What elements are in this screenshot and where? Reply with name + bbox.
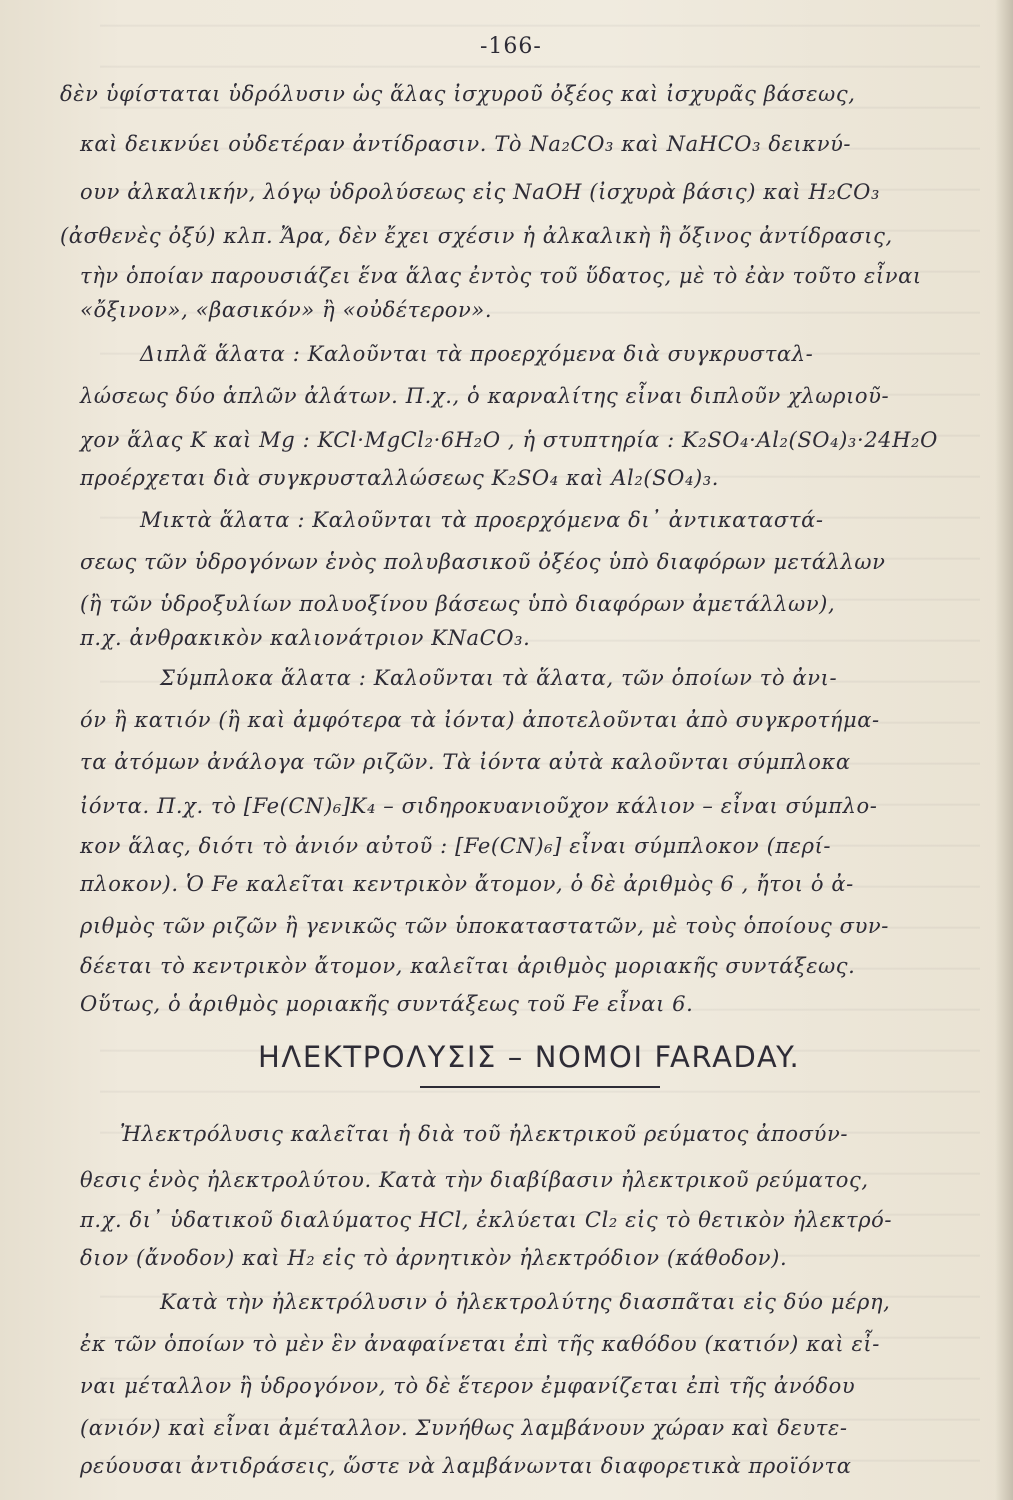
text-line: ριθμὸς τῶν ριζῶν ἢ γενικῶς τῶν ὑποκαταστατῶν, μὲ τοὺς ὁποίους συν-: [80, 914, 889, 938]
section-title: ΗΛΕΚΤΡΟΛΥΣΙΣ – ΝΟΜΟΙ FARADAY.: [258, 1040, 801, 1074]
text-line: χον ἅλας K καὶ Mg : KCl·MgCl₂·6H₂O , ἡ στυπτηρία : K₂SO₄·Al₂(SO₄)₃·24H₂O: [80, 428, 938, 452]
text-line: «ὄξινον», «βασικόν» ἢ «οὐδέτερον».: [80, 298, 493, 322]
text-line: διον (ἄνοδον) καὶ H₂ εἰς τὸ ἀρνητικὸν ἠλεκτρόδιον (κάθοδον).: [80, 1246, 788, 1270]
text-line: τὴν ὁποίαν παρουσιάζει ἕνα ἅλας ἐντὸς τοῦ ὕδατος, μὲ τὸ ἐὰν τοῦτο εἶναι: [80, 264, 922, 288]
text-line: π.χ. ἀνθρακικὸν καλιονάτριον KNaCO₃.: [80, 626, 531, 650]
text-line: όν ἢ κατιόν (ἢ καὶ ἀμφότερα τὰ ἰόντα) ἀποτελοῦνται ἀπὸ συγκροτήμα-: [80, 708, 880, 732]
section-title-underline: [420, 1086, 660, 1088]
page-binding-shadow: [995, 0, 1013, 1500]
page-number: -166-: [480, 34, 542, 59]
text-line: (ἀσθενὲς ὀξύ) κλπ. Ἄρα, δὲν ἔχει σχέσιν ἡ ἀλκαλικὴ ἢ ὄξινος ἀντίδρασις,: [60, 224, 893, 248]
text-line: Ἠλεκτρόλυσις καλεῖται ἡ διὰ τοῦ ἠλεκτρικοῦ ρεύματος ἀποσύν-: [120, 1122, 849, 1146]
text-line: ἐκ τῶν ὁποίων τὸ μὲν ἓν ἀναφαίνεται ἐπὶ τῆς καθόδου (κατιόν) καὶ εἶ-: [80, 1332, 880, 1356]
text-line: πλοκον). Ὁ Fe καλεῖται κεντρικὸν ἄτομον, ὁ δὲ ἀριθμὸς 6 , ἤτοι ὁ ἀ-: [80, 872, 854, 896]
text-line: κον ἅλας, διότι τὸ ἀνιόν αὐτοῦ : [Fe(CN)₆] εἶναι σύμπλοκον (περί-: [80, 834, 832, 858]
text-line: Κατὰ τὴν ἠλεκτρόλυσιν ὁ ἠλεκτρολύτης διασπᾶται εἰς δύο μέρη,: [160, 1290, 891, 1314]
text-line: ναι μέταλλον ἢ ὑδρογόνον, τὸ δὲ ἕτερον ἐμφανίζεται ἐπὶ τῆς ἀνόδου: [80, 1374, 856, 1398]
text-line: ουν ἀλκαλικήν, λόγῳ ὑδρολύσεως εἰς NaOH (ἰσχυρὰ βάσις) καὶ H₂CO₃: [80, 180, 880, 204]
text-line: ρεύουσαι ἀντιδράσεις, ὥστε νὰ λαμβάνωνται διαφορετικὰ προϊόντα: [80, 1454, 852, 1478]
heading-symploka-alata: Σύμπλοκα ἅλατα : Καλοῦνται τὰ ἅλατα, τῶν ὁποίων τὸ ἀνι-: [160, 666, 838, 690]
text-line: τα ἀτόμων ἀνάλογα τῶν ριζῶν. Τὰ ἰόντα αὐτὰ καλοῦνται σύμπλοκα: [80, 750, 851, 774]
text-line: (ἢ τῶν ὑδροξυλίων πολυοξίνου βάσεως ὑπὸ διαφόρων ἀμετάλλων),: [80, 592, 836, 616]
text-line: (ανιόν) καὶ εἶναι ἀμέταλλον. Συνήθως λαμβάνουν χώραν καὶ δευτε-: [80, 1416, 848, 1440]
text-line: καὶ δεικνύει οὐδετέραν ἀντίδρασιν. Τὸ Na₂CO₃ καὶ NaHCO₃ δεικνύ-: [80, 132, 852, 156]
heading-mikta-alata: Μικτὰ ἅλατα : Καλοῦνται τὰ προερχόμενα δι᾽ ἀντικαταστά-: [140, 508, 824, 532]
text-line: λώσεως δύο ἁπλῶν ἀλάτων. Π.χ., ὁ καρναλίτης εἶναι διπλοῦν χλωριοῦ-: [80, 384, 890, 408]
text-line: προέρχεται διὰ συγκρυσταλλώσεως K₂SO₄ καὶ Al₂(SO₄)₃.: [80, 466, 720, 490]
text-line: δὲν ὑφίσταται ὑδρόλυσιν ὡς ἅλας ἰσχυροῦ ὀξέος καὶ ἰσχυρᾶς βάσεως,: [60, 82, 856, 106]
text-line: π.χ. δι᾽ ὑδατικοῦ διαλύματος HCl, ἐκλύεται Cl₂ εἰς τὸ θετικὸν ἠλεκτρό-: [80, 1208, 893, 1232]
text-line: ἰόντα. Π.χ. τὸ [Fe(CN)₆]K₄ – σιδηροκυανιοῦχον κάλιον – εἶναι σύμπλο-: [80, 794, 878, 818]
heading-diploa-alata: Διπλᾶ ἅλατα : Καλοῦνται τὰ προερχόμενα διὰ συγκρυσταλ-: [140, 342, 814, 366]
text-line: θεσις ἑνὸς ἠλεκτρολύτου. Κατὰ τὴν διαβίβασιν ἠλεκτρικοῦ ρεύματος,: [80, 1168, 869, 1192]
text-line: σεως τῶν ὑδρογόνων ἑνὸς πολυβασικοῦ ὀξέος ὑπὸ διαφόρων μετάλλων: [80, 550, 886, 574]
text-line: δέεται τὸ κεντρικὸν ἄτομον, καλεῖται ἀριθμὸς μοριακῆς συντάξεως.: [80, 954, 856, 978]
text-line: Οὕτως, ὁ ἀριθμὸς μοριακῆς συντάξεως τοῦ Fe εἶναι 6.: [80, 992, 694, 1016]
